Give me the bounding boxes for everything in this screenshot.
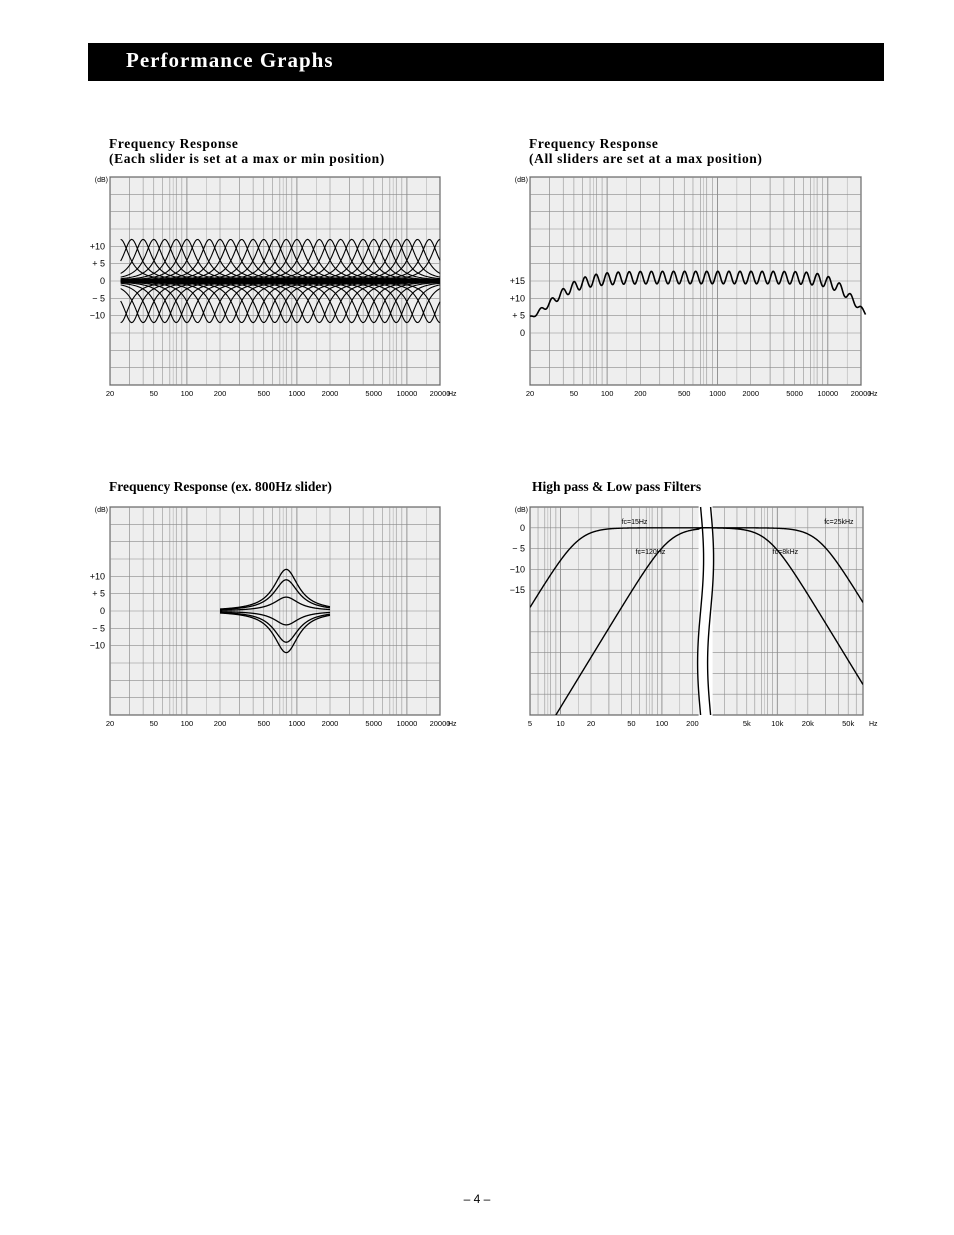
x-unit-label: Hz [869,721,878,728]
graph-title-line: (All sliders are set at a max position) [529,151,763,166]
x-tick-label: 1000 [288,719,306,728]
x-unit-label: Hz [869,391,878,398]
x-tick-label: 5000 [365,389,383,398]
x-tick-label: 20 [525,389,535,398]
graph-title-each-slider [109,136,385,166]
x-tick-label: 20000 [429,389,451,398]
x-tick-label: 10k [771,719,784,728]
x-unit-label: Hz [448,391,457,398]
y-tick-label: −10 [89,640,105,651]
x-tick-label: 1000 [709,389,726,398]
y-tick-label: − 5 [92,623,105,634]
y-tick-label: +15 [509,276,525,286]
x-tick-label: 20000 [429,719,451,728]
chart-single-800 [85,502,455,727]
x-tick-label: 50 [149,719,158,728]
x-tick-label: 100 [180,389,194,398]
x-tick-label: 10000 [396,719,418,728]
x-tick-label: 500 [677,389,691,398]
page-header [88,43,884,81]
y-tick-label: − 5 [92,293,105,304]
x-tick-label: 5000 [365,719,383,728]
graph-title-line: (Each slider is set at a max or min position) [109,151,385,166]
graph-title-line: Frequency Response [529,136,659,151]
x-tick-label: 20 [105,389,115,398]
y-tick-label: +10 [89,241,105,252]
x-tick-label: 50k [842,719,855,728]
y-tick-label: + 5 [512,310,525,321]
x-tick-label: 200 [213,389,227,398]
filter-label: fc=25kHz [824,518,854,526]
y-tick-label: −15 [509,585,525,596]
x-tick-label: 5 [527,719,533,728]
y-tick-label: +10 [89,571,105,582]
x-tick-label: 200 [213,719,227,728]
y-tick-label: 0 [519,328,525,338]
graph-title-single-800 [109,479,332,494]
x-tick-label: 20 [586,719,596,728]
x-tick-label: 5000 [786,389,803,398]
chart-hp-lp [505,502,880,727]
graph-title-hp-lp [532,479,701,494]
x-tick-label: 2000 [321,719,339,728]
x-tick-label: 50 [149,389,158,398]
y-unit-label: (dB) [514,507,528,514]
graph-title-line: Frequency Response [109,136,239,151]
x-tick-label: 20k [801,719,814,728]
filter-label: fc=8kHz [772,548,799,556]
y-tick-label: + 5 [92,258,105,269]
x-tick-label: 10000 [817,389,839,398]
chart-all-max [505,172,880,397]
y-tick-label: −10 [509,564,525,575]
x-tick-label: 500 [257,719,271,728]
x-tick-label: 200 [634,389,647,398]
y-tick-label: − 5 [512,543,525,554]
page-title: Performance Graphs [126,48,334,72]
x-tick-label: 5k [742,719,751,728]
x-tick-label: 20 [105,719,115,728]
y-unit-label: (dB) [94,507,108,514]
x-tick-label: 200 [686,719,699,728]
x-tick-label: 100 [180,719,194,728]
y-tick-label: + 5 [92,588,105,599]
x-tick-label: 1000 [288,389,306,398]
filter-label: fc=15Hz [621,518,648,526]
y-tick-label: −10 [89,310,105,321]
y-tick-label: 0 [99,276,105,286]
x-tick-label: 20000 [850,389,872,398]
y-unit-label: (dB) [514,177,528,184]
y-unit-label: (dB) [94,177,108,184]
page-number: – 4 – [463,1192,491,1206]
x-tick-label: 50 [627,719,636,728]
x-tick-label: 10000 [396,389,418,398]
x-tick-label: 500 [257,389,271,398]
chart-each-slider [85,172,455,397]
y-tick-label: 0 [519,522,525,533]
x-unit-label: Hz [448,721,457,728]
x-tick-label: 10 [556,719,565,728]
y-tick-label: 0 [99,606,105,616]
x-tick-label: 50 [569,389,579,398]
x-tick-label: 100 [600,389,614,398]
y-tick-label: +10 [509,293,525,304]
filter-label: fc=120Hz [635,548,666,556]
graph-title-all-max [529,136,763,166]
x-tick-label: 100 [655,719,669,728]
x-tick-label: 2000 [742,389,760,398]
graph-title-line: High pass & Low pass Filters [532,479,702,494]
graph-title-line: Frequency Response (ex. 800Hz slider) [109,479,332,494]
x-tick-label: 2000 [321,389,339,398]
